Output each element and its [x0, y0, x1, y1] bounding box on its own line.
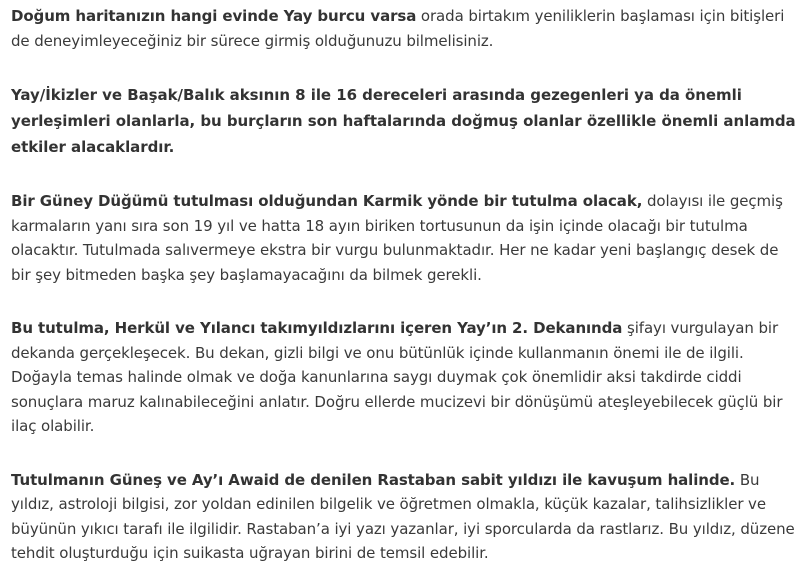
paragraph-1: [11, 4, 796, 53]
paragraph-5-text: Bu yıldız, astroloji bilgisi, zor yoldan edinilen bilgelik ve öğretmen olmakla, küçük kazalar, talihsizlikler ve büyünün yıkıcı tarafı ile ilgilidir. Rastaban’a iyi yazı yazanlar, iyi sporcularda da rastlarız. Bu yıldız, düzene tehdit oluşturduğu için suikasta uğrayan birini de temsil edebilir.: [11, 470, 795, 562]
paragraph-1-bold: Doğum haritanızın hangi evinde Yay burcu varsa: [11, 7, 417, 25]
paragraph-1-text: orada birtakım yeniliklerin başlaması için bitişleri de deneyimleyeceğiniz bir sürece girmiş olduğunuzu bilmelisiniz.: [11, 7, 785, 50]
paragraph-3-bold: Bir Güney Düğümü tutulması olduğundan Karmik yönde bir tutulma olacak,: [11, 192, 643, 210]
paragraph-4-text: şifayı vurgulayan bir dekanda gerçekleşecek. Bu dekan, gizli bilgi ve onu bütünlük içinde kullanmanın önemi ile de ilgili. Doğayla temas halinde olmak ve doğa kanunlarına saygı duymak çok önemlidir aksi takdirde ciddi sonuçlara maruz kalınabileceğini anlatır. Doğru ellerde mucizevi bir dönüşümü ateşleyebilecek güçlü bir ilaç olabilir.: [11, 319, 783, 435]
paragraph-5-bold: Tutulmanın Güneş ve Ay’ı Awaid de denilen Rastaban sabit yıldızı ile kavuşum halinde.: [11, 470, 736, 489]
paragraph-4-bold: Bu tutulma, Herkül ve Yılancı takımyıldızlarını içeren Yay’ın 2. Dekanında: [11, 319, 623, 337]
paragraph-3: [11, 189, 796, 287]
paragraph-2: [11, 82, 796, 160]
paragraph-5: [11, 468, 796, 566]
paragraph-4: [11, 316, 796, 439]
paragraph-2-bold: Yay/İkizler ve Başak/Balık aksının 8 ile 16 dereceleri arasında gezegenleri ya da önemli yerleşimleri olanlarla, bu burçların son haftalarında doğmuş olanlar özellikle önemli anlamda etkiler alacaklardır.: [11, 86, 796, 156]
paragraph-3-text: dolayısı ile geçmiş karmaların yanı sıra son 19 yıl ve hatta 18 ayın biriken tortusunun da işin içinde olacağı bir tutulma olacaktır. Tutulmada salıvermeye ekstra bir vurgu bulunmaktadır. Her ne kadar yeni başlangıç desek de bir şey bitmeden başka şey başlamayacağını da bilmek gerekli.: [11, 192, 783, 284]
